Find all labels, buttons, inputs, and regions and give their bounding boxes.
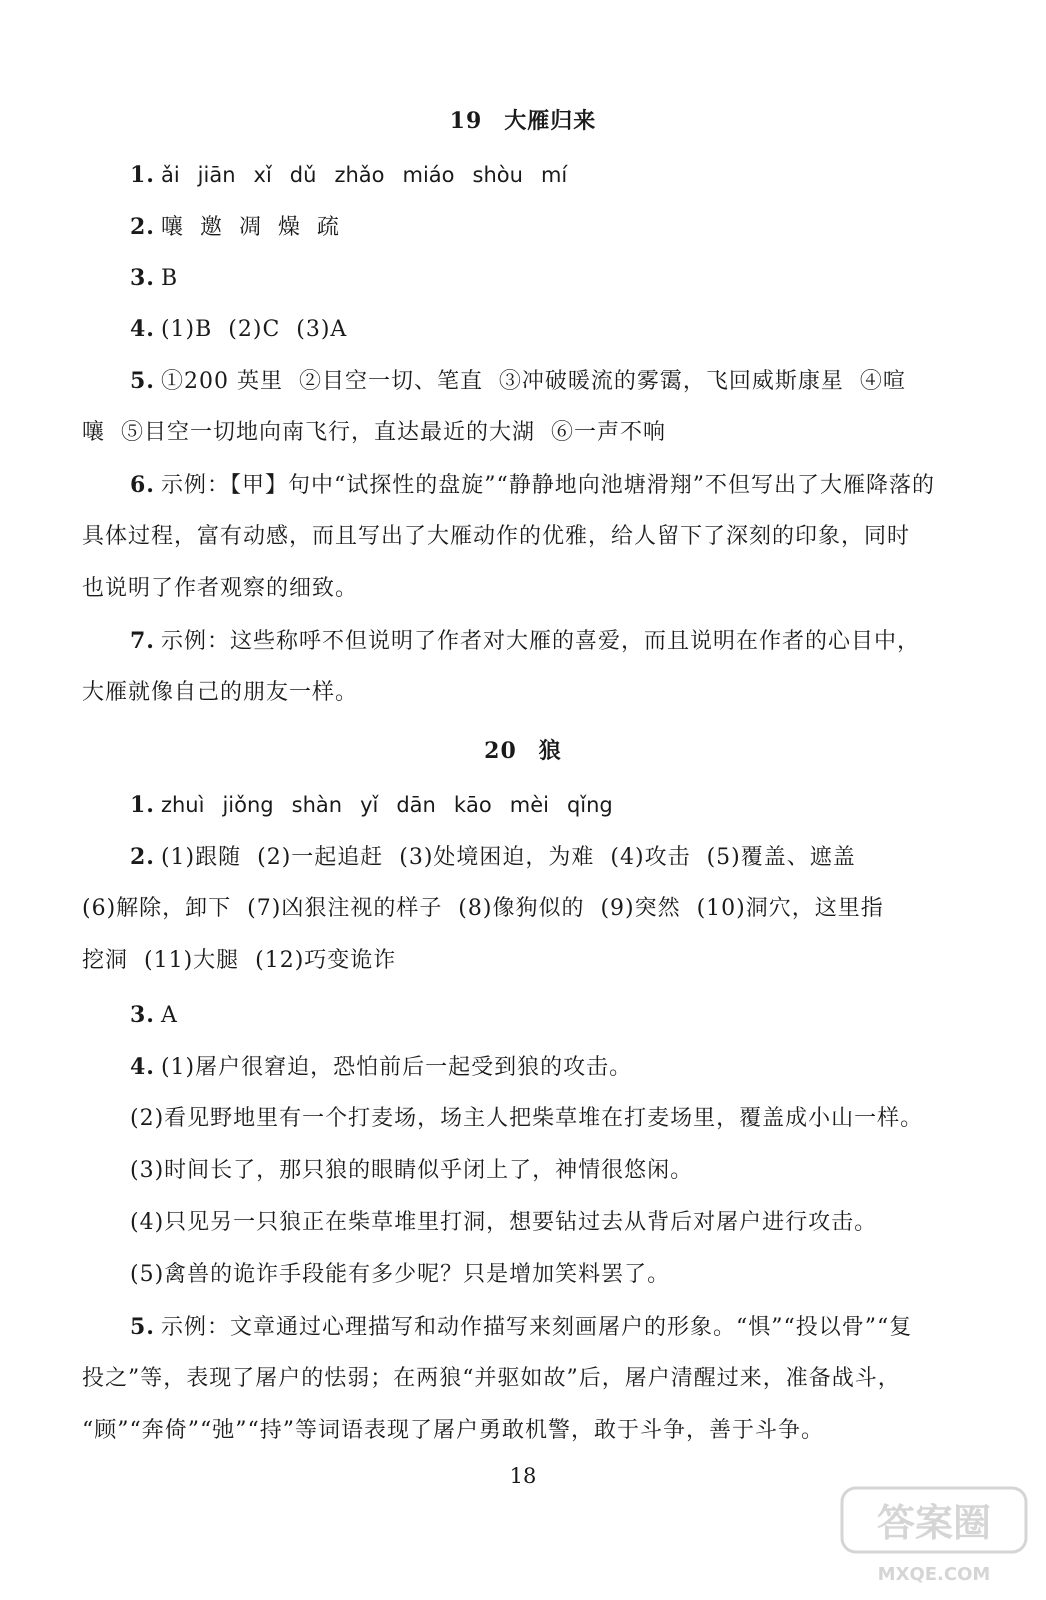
watermark-logo-icon	[834, 1480, 1034, 1590]
s20-q2-line1: 2. (1)跟随 (2)一起追赶 (3)处境困迫，为难 (4)攻击 (5)覆盖、遮盖	[130, 844, 856, 870]
s19-q7-line2: 大雁就像自己的朋友一样。	[82, 680, 359, 705]
s20-q4-item1: 4. (1)屠户很窘迫，恐怕前后一起受到狼的攻击。	[130, 1054, 633, 1080]
s20-q1: 1. zhuì jiǒng shàn yǐ dān kāo mèi qǐng	[130, 790, 962, 821]
svg-text:答案圈: 答案圈	[876, 1501, 992, 1545]
s20-q2-line2: (6)解除，卸下 (7)凶狠注视的样子 (8)像狗似的 (9)突然 (10)洞穴，这里指	[82, 896, 884, 921]
s20-q5-line1: 5. 示例：文章通过心理描写和动作描写来刻画屠户的形象。“惧”“投以骨”“复	[130, 1314, 913, 1340]
section-19-title	[0, 104, 1046, 135]
s19-q1: 1. ǎi jiān xǐ dǔ zhǎo miáo shòu mí	[130, 160, 962, 191]
pinyin-list: ǎi jiān xǐ dǔ zhǎo miáo shòu mí	[160, 163, 568, 187]
s19-q6-line1: 6. 示例：【甲】句中“试探性的盘旋”“静静地向池塘滑翔”不但写出了大雁降落的	[130, 472, 935, 498]
s19-q2: 2. 嚷 邀 凋 燥 疏	[130, 214, 340, 240]
s19-q5-line2: 嚷 ⑤目空一切地向南飞行，直达最近的大湖 ⑥一声不响	[82, 420, 666, 445]
s20-q4-item3: (3)时间长了，那只狼的眼睛似乎闭上了，神情很悠闲。	[130, 1158, 694, 1183]
s20-q4-item5: (5)禽兽的诡诈手段能有多少呢？只是增加笑料罢了。	[130, 1262, 671, 1287]
s20-q5-line2: 投之”等，表现了屠户的怯弱；在两狼“并驱如故”后，屠户清醒过来，准备战斗，	[82, 1366, 901, 1391]
s19-q6-line2: 具体过程，富有动感，而且写出了大雁动作的优雅，给人留下了深刻的印象，同时	[82, 524, 911, 549]
s19-q3: 3. B	[130, 265, 179, 291]
s20-q3: 3. A	[130, 1002, 178, 1028]
svg-text:MXQE.COM: MXQE.COM	[877, 1564, 991, 1585]
s19-q4: 4. (1)B (2)C (3)A	[130, 316, 348, 342]
section-number: 20	[484, 738, 517, 764]
s20-q4-item2: (2)看见野地里有一个打麦场，场主人把柴草堆在打麦场里，覆盖成小山一样。	[130, 1106, 924, 1131]
section-number: 19	[449, 108, 483, 134]
s20-q2-line3: 挖洞 (11)大腿 (12)巧变诡诈	[82, 948, 397, 973]
s20-q5-line3: “顾”“奔倚”“弛”“持”等词语表现了屠户勇敢机警，敢于斗争，善于斗争。	[82, 1418, 824, 1443]
pinyin-list: zhuì jiǒng shàn yǐ dān kāo mèi qǐng	[160, 793, 613, 817]
s19-q5-line1: 5. ①200 英里 ②目空一切、笔直 ③冲破暖流的雾霭，飞回威斯康星 ④喧	[130, 368, 906, 394]
page-number: 18	[509, 1464, 537, 1488]
s19-q7-line1: 7. 示例：这些称呼不但说明了作者对大雁的喜爱，而且说明在作者的心目中，	[130, 628, 920, 654]
section-title-text: 狼	[538, 738, 562, 764]
s20-q4-item4: (4)只见另一只狼正在柴草堆里打洞，想要钻过去从背后对屠户进行攻击。	[130, 1210, 878, 1235]
s19-q6-line3: 也说明了作者观察的细致。	[82, 576, 359, 601]
section-20-title	[0, 734, 1046, 765]
section-title-text: 大雁归来	[504, 108, 597, 134]
